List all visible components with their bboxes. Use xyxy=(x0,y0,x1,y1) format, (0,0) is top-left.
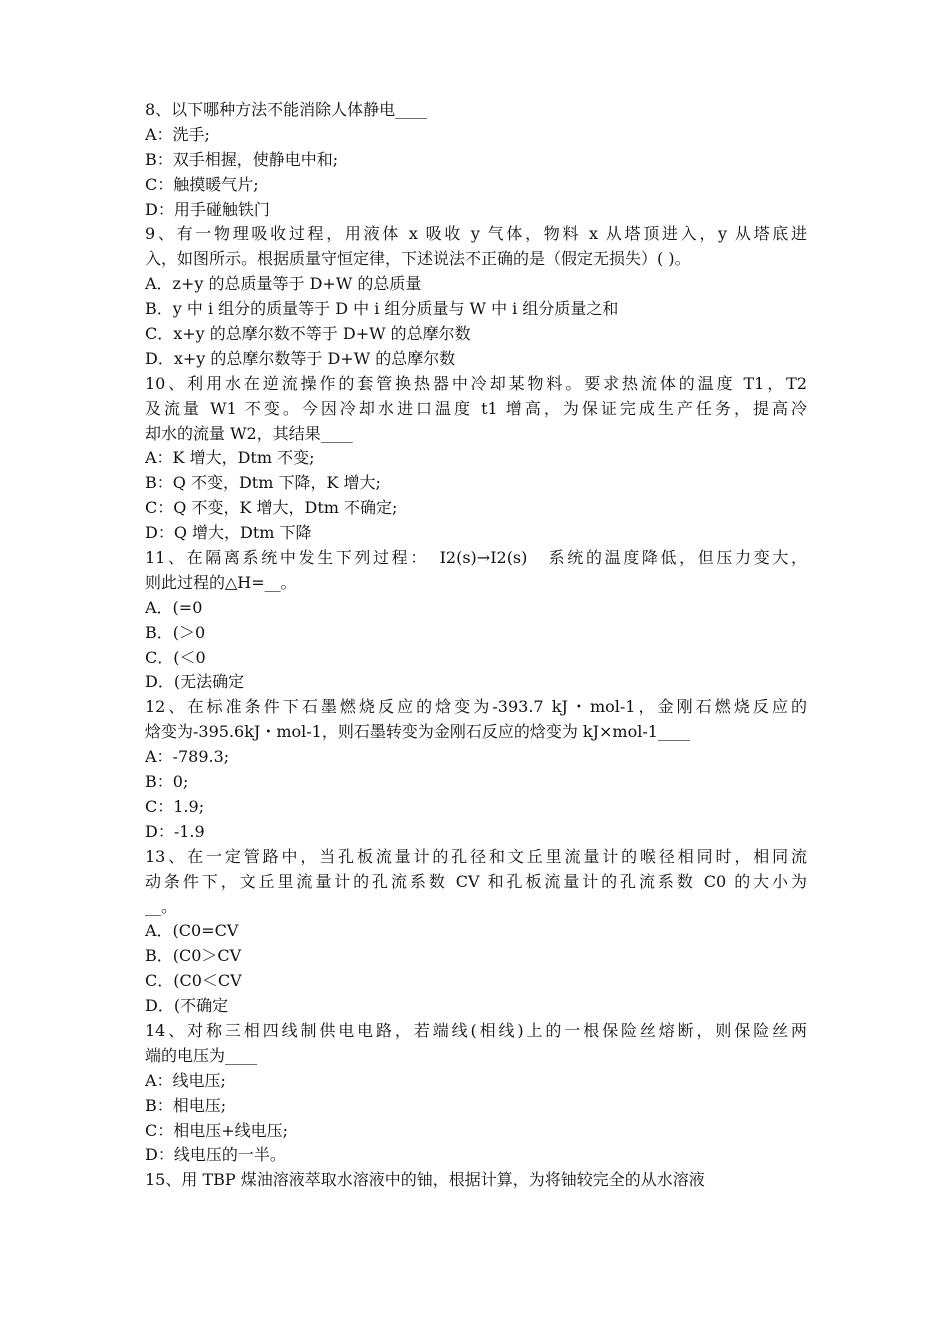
answer-option: B：双手相握，使静电中和; xyxy=(145,149,339,169)
answer-option: C．x+y 的总摩尔数不等于 D+W 的总摩尔数 xyxy=(145,324,471,344)
question-stem: 9、有一物理吸收过程，用液体 x 吸收 y 气体，物料 x 从塔顶进入，y 从塔底进 xyxy=(145,224,807,244)
answer-option: B．(＞0 xyxy=(145,622,206,642)
answer-option: D．x+y 的总摩尔数等于 D+W 的总摩尔数 xyxy=(145,348,456,368)
answer-option: D．(不确定 xyxy=(145,996,229,1016)
question-q11 xyxy=(145,546,807,695)
answer-option: C：Q 不变，K 增大，Dtm 不确定; xyxy=(145,498,398,518)
answer-option: B．(C0＞CV xyxy=(145,946,242,966)
question-stem-continuation: 则此过程的△H=__。 xyxy=(145,572,297,592)
answer-option: C：1.9; xyxy=(145,796,205,816)
question-q13 xyxy=(145,845,807,1019)
answer-option: D：线电压的一半。 xyxy=(145,1145,286,1165)
question-stem: 10、利用水在逆流操作的套管换热器中冷却某物料。要求热流体的温度 T1，T2 xyxy=(145,373,807,393)
answer-option: C：相电压+线电压; xyxy=(145,1120,289,1140)
question-stem-continuation: 却水的流量 W2，其结果____ xyxy=(145,423,353,443)
question-stem-continuation: __。 xyxy=(145,896,178,916)
answer-option: A：-789.3; xyxy=(145,747,230,767)
answer-option: A．(=0 xyxy=(145,597,203,617)
question-q8 xyxy=(145,98,807,222)
question-stem-continuation: 端的电压为____ xyxy=(145,1045,258,1065)
question-stem-continuation: 及流量 W1 不变。今因冷却水进口温度 t1 增高，为保证完成生产任务，提高冷 xyxy=(145,398,807,418)
answer-option: C．(＜0 xyxy=(145,647,206,667)
answer-option: A．(C0=CV xyxy=(145,921,239,941)
answer-option: A：洗手; xyxy=(145,124,210,144)
answer-option: B：Q 不变，Dtm 下降，K 增大; xyxy=(145,473,381,493)
question-stem: 14、对称三相四线制供电电路，若端线(相线)上的一根保险丝熔断，则保险丝两 xyxy=(145,1020,807,1040)
answer-option: A：K 增大，Dtm 不变; xyxy=(145,448,315,468)
answer-option: A：线电压; xyxy=(145,1070,226,1090)
question-q10 xyxy=(145,372,807,546)
answer-option: B：0; xyxy=(145,772,189,792)
question-list xyxy=(145,98,807,1193)
question-stem: 12、在标准条件下石墨燃烧反应的焓变为-393.7 kJ・mol-1，金刚石燃烧反应的 xyxy=(145,697,807,717)
question-stem: 15、用 TBP 煤油溶液萃取水溶液中的铀，根据计算，为将铀较完全的从水溶液 xyxy=(145,1170,705,1190)
answer-option: C．(C0＜CV xyxy=(145,971,242,991)
answer-option: A．z+y 的总质量等于 D+W 的总质量 xyxy=(145,274,422,294)
answer-option: B：相电压; xyxy=(145,1095,227,1115)
question-stem: 8、以下哪种方法不能消除人体静电____ xyxy=(145,100,428,119)
question-stem-continuation: 动条件下，文丘里流量计的孔流系数 CV 和孔板流量计的孔流系数 C0 的大小为 xyxy=(145,871,807,891)
question-stem-continuation: 入，如图所示。根据质量守恒定律，下述说法不正确的是（假定无损失）( )。 xyxy=(145,249,691,269)
question-stem: 11、在隔离系统中发生下列过程： I2(s)→I2(s) 系统的温度降低，但压力变大， xyxy=(145,548,807,568)
answer-option: D：Q 增大，Dtm 下降 xyxy=(145,523,312,543)
answer-option: D：-1.9 xyxy=(145,821,205,841)
question-q12 xyxy=(145,695,807,844)
answer-option: B．y 中 i 组分的质量等于 D 中 i 组分质量与 W 中 i 组分质量之和 xyxy=(145,299,619,319)
answer-option: D：用手碰触铁门 xyxy=(145,199,270,219)
question-q14 xyxy=(145,1019,807,1168)
answer-option: D．(无法确定 xyxy=(145,672,245,692)
question-q9 xyxy=(145,222,807,371)
question-stem: 13、在一定管路中，当孔板流量计的孔径和文丘里流量计的喉径相同时，相同流 xyxy=(145,846,807,866)
answer-option: C：触摸暖气片; xyxy=(145,174,259,194)
question-stem-continuation: 焓变为-395.6kJ・mol-1，则石墨转变为金刚石反应的焓变为 kJ×mol-1____ xyxy=(145,722,690,742)
question-q15 xyxy=(145,1168,807,1193)
